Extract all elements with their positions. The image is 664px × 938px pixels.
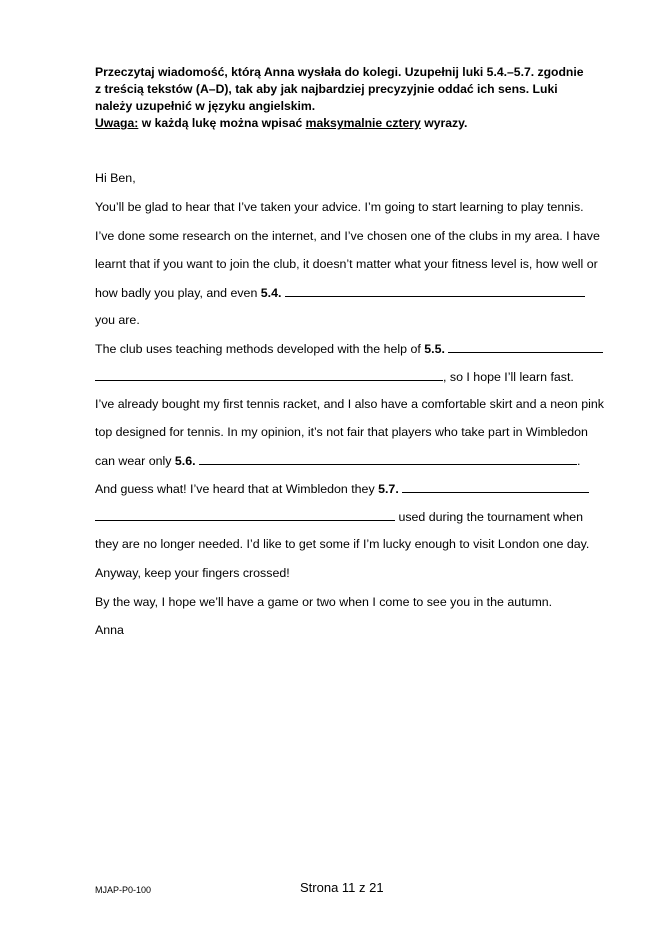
instruction-line: Przeczytaj wiadomość, którą Anna wysłała do kolegi. Uzupełnij luki 5.4.–5.7. zgodnie (95, 65, 584, 79)
answer-blank-5-7-cont[interactable] (95, 509, 395, 521)
letter-greeting: Hi Ben, (95, 171, 136, 185)
letter-line: top designed for tennis. In my opinion, it’s not fair that players who take part in Wimbledon (95, 425, 588, 439)
gap-number: 5.4. (260, 286, 282, 300)
letter-text: used during the tournament when (395, 510, 584, 524)
answer-blank-5-6[interactable] (199, 453, 577, 465)
page-number: Strona 11 z 21 (300, 880, 384, 895)
answer-blank-5-5[interactable] (448, 341, 603, 353)
letter-line-gap-5-7-cont (95, 509, 583, 524)
letter-text: . (577, 454, 581, 468)
letter-line-gap-5-7 (95, 481, 589, 496)
letter-text: how badly you play, and even (95, 286, 261, 300)
letter-signature: Anna (95, 623, 124, 637)
letter-line: By the way, I hope we’ll have a game or two when I come to see you in the autumn. (95, 595, 553, 609)
letter-line-gap-5-4 (95, 285, 585, 300)
gap-number: 5.5. (424, 342, 445, 356)
instruction-line: należy uzupełnić w języku angielskim. (95, 99, 316, 113)
note-label: Uwaga: (95, 116, 139, 130)
document-code: MJAP-P0-100 (95, 885, 152, 895)
letter-line-gap-5-6 (95, 453, 580, 468)
instruction-note (95, 115, 615, 132)
note-text-end: wyrazy. (420, 116, 468, 130)
letter-line: Anyway, keep your fingers crossed! (95, 566, 290, 580)
gap-number: 5.7. (378, 482, 399, 496)
instruction-line: z treścią tekstów (A–D), tak aby jak najbardziej precyzyjnie oddać ich sens. Luki (95, 82, 558, 96)
answer-blank-5-4[interactable] (285, 285, 585, 297)
note-emphasis: maksymalnie cztery (305, 116, 421, 130)
letter-text: , so I hope I’ll learn fast. (443, 370, 574, 384)
answer-blank-5-5-cont[interactable] (95, 369, 443, 381)
letter-line: I’ve already bought my first tennis racket, and I also have a comfortable skirt and a neon pink (95, 397, 604, 411)
letter-line-gap-5-5-cont (95, 369, 574, 384)
letter-text: And guess what! I’ve heard that at Wimbledon they (95, 482, 379, 496)
gap-number: 5.6. (174, 454, 196, 468)
letter-line: I’ve done some research on the internet, and I’ve chosen one of the clubs in my area. I have (95, 229, 600, 243)
note-text: w każdą lukę można wpisać (138, 116, 306, 130)
answer-blank-5-7[interactable] (402, 481, 589, 493)
letter-line: you are. (95, 313, 140, 327)
letter-line: You’ll be glad to hear that I’ve taken your advice. I’m going to start learning to play tennis. (95, 200, 584, 214)
letter-text: The club uses teaching methods developed with the help of (95, 342, 425, 356)
task-instructions (95, 64, 615, 132)
letter-line: they are no longer needed. I’d like to get some if I’m lucky enough to visit London one day. (95, 537, 590, 551)
letter-line-gap-5-5 (95, 341, 603, 356)
letter-line: learnt that if you want to join the club, it doesn’t matter what your fitness level is, how well or (95, 257, 598, 271)
letter-text: can wear only (95, 454, 175, 468)
